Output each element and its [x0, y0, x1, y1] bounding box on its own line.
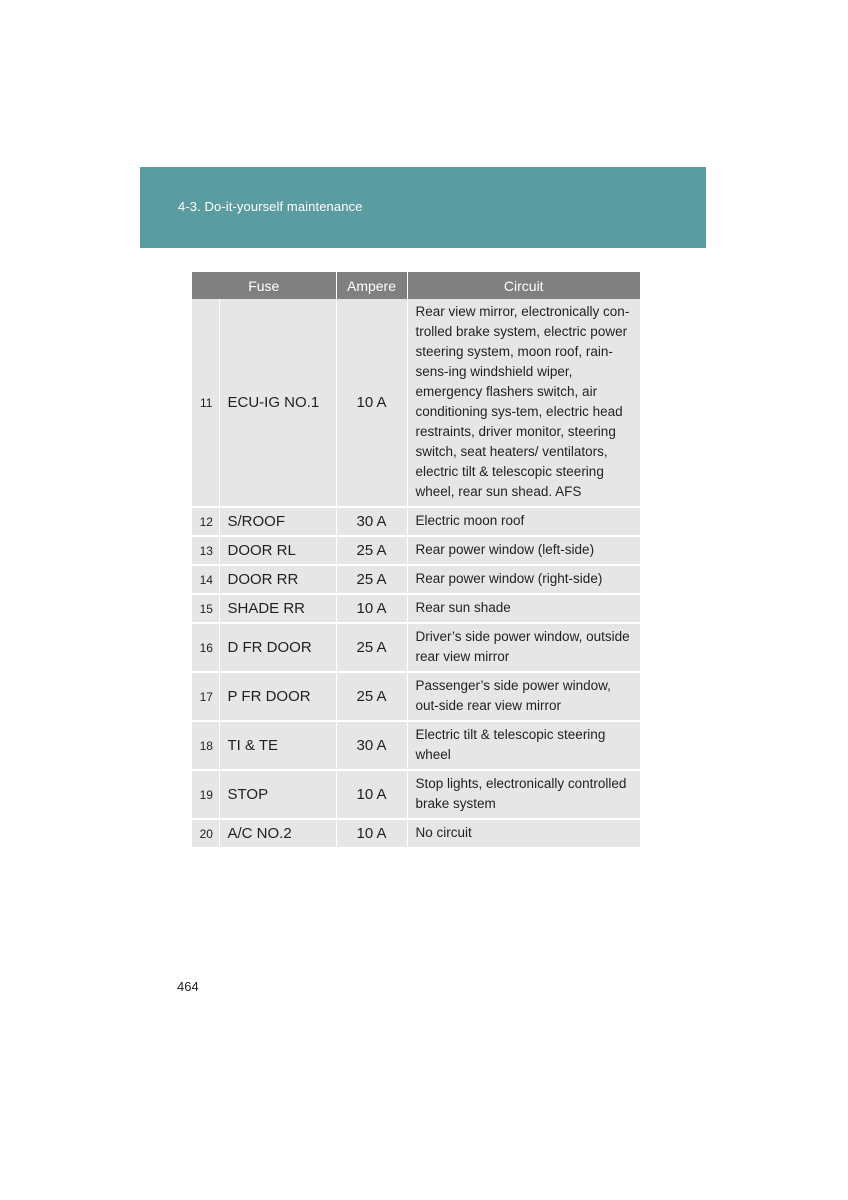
section-header-band	[140, 167, 706, 248]
table-row	[192, 594, 640, 623]
fuse-name: A/C NO.2	[219, 819, 336, 848]
header-ampere: Ampere	[336, 272, 407, 299]
fuse-name: TI & TE	[219, 721, 336, 770]
header-fuse: Fuse	[192, 272, 336, 299]
fuse-ampere: 25 A	[336, 623, 407, 672]
table-row	[192, 721, 640, 770]
fuse-name: S/ROOF	[219, 507, 336, 536]
table-row	[192, 819, 640, 848]
fuse-circuit: Rear view mirror, electronically con-trolled brake system, electric power steering system, moon roof, rain-sens-ing windshield wiper, emergency flashers switch, air conditioning sys-tem, electric head restraints, driver monitor, steering switch, seat heaters/ ventilators, electric tilt & telescopic steering wheel, rear sun shead. AFS	[407, 299, 640, 507]
fuse-ampere: 30 A	[336, 507, 407, 536]
table-row	[192, 507, 640, 536]
fuse-circuit: No circuit	[407, 819, 640, 848]
fuse-number: 18	[192, 721, 219, 770]
fuse-ampere: 30 A	[336, 721, 407, 770]
table-row	[192, 565, 640, 594]
page-number: 464	[177, 979, 199, 994]
fuse-ampere: 10 A	[336, 819, 407, 848]
fuse-number: 20	[192, 819, 219, 848]
fuse-name: P FR DOOR	[219, 672, 336, 721]
table-row	[192, 672, 640, 721]
fuse-table	[192, 272, 640, 849]
fuse-circuit: Passenger’s side power window, out-side rear view mirror	[407, 672, 640, 721]
fuse-number: 11	[192, 299, 219, 507]
fuse-name: STOP	[219, 770, 336, 819]
fuse-circuit: Driver’s side power window, outside rear view mirror	[407, 623, 640, 672]
fuse-number: 19	[192, 770, 219, 819]
fuse-name: DOOR RL	[219, 536, 336, 565]
fuse-circuit: Electric moon roof	[407, 507, 640, 536]
fuse-ampere: 25 A	[336, 536, 407, 565]
fuse-name: DOOR RR	[219, 565, 336, 594]
fuse-circuit: Rear power window (left-side)	[407, 536, 640, 565]
fuse-name: SHADE RR	[219, 594, 336, 623]
table-header-row	[192, 272, 640, 299]
table-row	[192, 623, 640, 672]
fuse-number: 13	[192, 536, 219, 565]
fuse-circuit: Rear power window (right-side)	[407, 565, 640, 594]
fuse-circuit: Rear sun shade	[407, 594, 640, 623]
fuse-circuit: Electric tilt & telescopic steering wheel	[407, 721, 640, 770]
fuse-number: 17	[192, 672, 219, 721]
fuse-number: 12	[192, 507, 219, 536]
fuse-number: 15	[192, 594, 219, 623]
header-circuit: Circuit	[407, 272, 640, 299]
fuse-ampere: 10 A	[336, 594, 407, 623]
table-row	[192, 770, 640, 819]
fuse-ampere: 25 A	[336, 565, 407, 594]
section-title: 4-3. Do-it-yourself maintenance	[178, 199, 363, 214]
fuse-number: 16	[192, 623, 219, 672]
fuse-number: 14	[192, 565, 219, 594]
table-row	[192, 536, 640, 565]
fuse-ampere: 25 A	[336, 672, 407, 721]
fuse-circuit: Stop lights, electronically controlled brake system	[407, 770, 640, 819]
fuse-name: ECU-IG NO.1	[219, 299, 336, 507]
fuse-ampere: 10 A	[336, 299, 407, 507]
fuse-ampere: 10 A	[336, 770, 407, 819]
fuse-name: D FR DOOR	[219, 623, 336, 672]
table-row	[192, 299, 640, 507]
